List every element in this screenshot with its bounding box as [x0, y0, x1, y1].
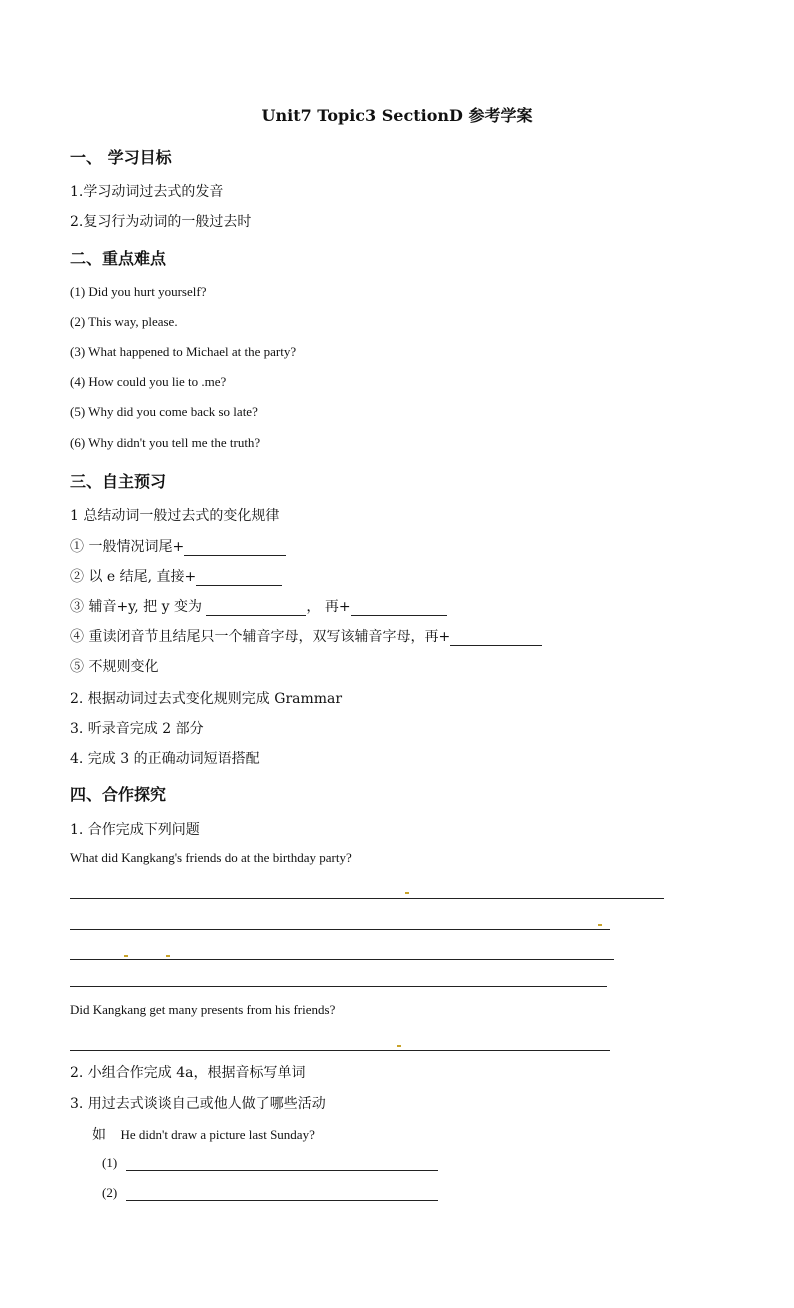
key-sentence-3: (3) What happened to Michael at the party? [70, 344, 297, 359]
question-2: Did Kangkang get many presents from his friends? [70, 1002, 336, 1017]
preview-item-4: 4. 完成 3 的正确动词短语搭配 [70, 751, 260, 767]
mark-dot [124, 955, 128, 957]
rule-1 [70, 536, 286, 556]
answer-1-label: (1) [102, 1155, 118, 1170]
rule-2-text: ② 以 e 结尾, 直接+ [70, 569, 197, 585]
objective-2: 2.复习行为动词的一般过去时 [70, 214, 252, 230]
rule-2-blank[interactable] [196, 571, 282, 586]
rule-2 [70, 566, 282, 586]
rule-3-text-a: ③ 辅音+y, 把 y 变为 [70, 599, 202, 615]
rule-3-blank-a[interactable] [206, 601, 306, 616]
answer-line-1[interactable] [70, 898, 664, 899]
objective-1: 1.学习动词过去式的发音 [70, 184, 224, 200]
key-sentence-6: (6) Why didn't you tell me the truth? [70, 435, 261, 450]
answer-1 [102, 1155, 438, 1171]
answer-line-2[interactable] [70, 929, 610, 930]
cooperative-task-1: 1. 合作完成下列问题 [70, 822, 200, 838]
preview-item-3: 3. 听录音完成 2 部分 [70, 721, 204, 737]
mark-dot [598, 924, 602, 926]
rule-4-blank[interactable] [450, 631, 542, 646]
cooperative-task-3: 3. 用过去式谈谈自己或他人做了哪些活动 [70, 1096, 326, 1112]
rule-3-text-b: ， 再+ [306, 599, 351, 615]
key-sentence-1: (1) Did you hurt yourself? [70, 284, 207, 299]
section-3-heading: 三、自主预习 [70, 472, 167, 491]
key-sentence-2: (2) This way, please. [70, 314, 178, 329]
answer-line-5[interactable] [70, 1050, 610, 1051]
rule-1-blank[interactable] [184, 541, 286, 556]
document-title: Unit7 Topic3 SectionD 参考学案 [261, 106, 533, 125]
section-1-heading: 一、 学习目标 [70, 148, 172, 167]
rule-4 [70, 626, 542, 646]
answer-2-label: (2) [102, 1185, 118, 1200]
example-sentence: He didn't draw a picture last Sunday? [120, 1127, 315, 1142]
rule-3-blank-b[interactable] [351, 601, 447, 616]
mark-dot [397, 1045, 401, 1047]
rule-3 [70, 596, 447, 616]
mark-dot [405, 892, 409, 894]
rule-5: ⑤ 不规则变化 [70, 659, 159, 675]
key-sentence-5: (5) Why did you come back so late? [70, 404, 258, 419]
answer-1-blank[interactable] [126, 1156, 438, 1171]
cooperative-task-2: 2. 小组合作完成 4a，根据音标写单词 [70, 1065, 306, 1081]
preview-intro: 1 总结动词一般过去式的变化规律 [70, 508, 280, 524]
key-sentence-4: (4) How could you lie to .me? [70, 374, 227, 389]
section-2-heading: 二、重点难点 [70, 249, 167, 268]
preview-item-2: 2. 根据动词过去式变化规则完成 Grammar [70, 691, 343, 707]
answer-line-4[interactable] [70, 986, 607, 987]
answer-2 [102, 1185, 438, 1201]
answer-line-3[interactable] [70, 959, 614, 960]
mark-dot [166, 955, 170, 957]
example-line [92, 1124, 315, 1144]
rule-1-text: ① 一般情况词尾+ [70, 539, 185, 555]
example-prefix: 如 [92, 1127, 106, 1143]
question-1: What did Kangkang's friends do at the birthday party? [70, 850, 352, 865]
section-4-heading: 四、合作探究 [70, 785, 167, 804]
rule-4-text: ④ 重读闭音节且结尾只一个辅音字母，双写该辅音字母，再+ [70, 629, 451, 645]
answer-2-blank[interactable] [126, 1186, 438, 1201]
